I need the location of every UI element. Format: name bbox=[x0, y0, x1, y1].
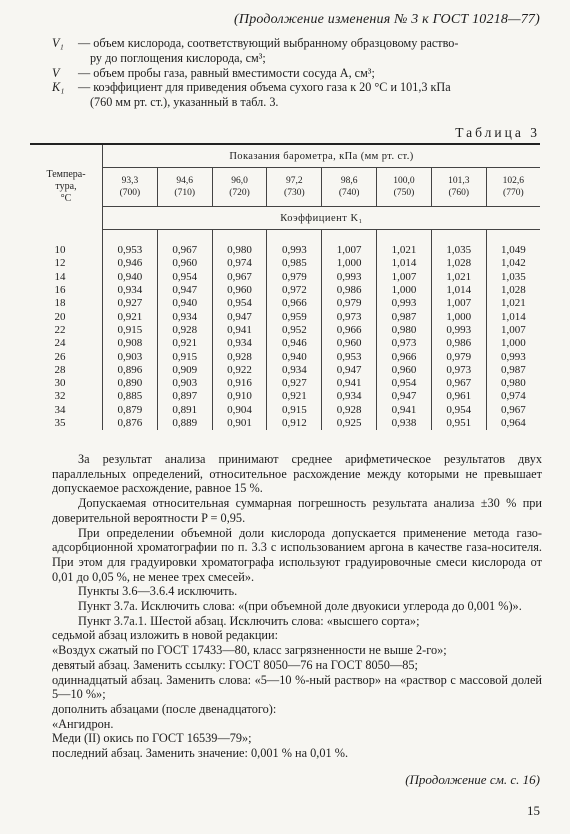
coefficient-cell: 0,940 bbox=[267, 350, 322, 363]
coefficient-cell: 0,986 bbox=[431, 337, 486, 350]
paragraph: «Ангидрон. bbox=[52, 716, 114, 731]
coefficient-cell: 0,916 bbox=[212, 377, 267, 390]
coefficient-cell: 0,912 bbox=[267, 417, 322, 430]
temperature-cell: 16 bbox=[30, 284, 103, 297]
coefficient-cell: 1,028 bbox=[431, 257, 486, 270]
paragraph: одиннадцатый абзац. Заменить слова: «5—10 %-ный раствор» на «раствор с массовой долей 5—10 %»; bbox=[52, 672, 542, 702]
definition-symbol: V bbox=[52, 65, 60, 80]
coefficient-cell: 0,940 bbox=[157, 297, 212, 310]
temperature-cell: 35 bbox=[30, 417, 103, 430]
coefficient-cell: 0,966 bbox=[267, 297, 322, 310]
coefficient-cell: 0,961 bbox=[431, 390, 486, 403]
paragraph: Меди (II) окись по ГОСТ 16539—79»; bbox=[52, 731, 252, 746]
pressure-kpa: 96,0 bbox=[231, 176, 248, 186]
body-text bbox=[52, 452, 542, 761]
table-row bbox=[30, 257, 540, 270]
temperature-cell: 34 bbox=[30, 404, 103, 417]
pressure-mmhg: (740) bbox=[338, 188, 360, 198]
coefficient-header: Коэффициент K₁ bbox=[103, 207, 541, 230]
coefficient-cell: 0,947 bbox=[377, 390, 432, 403]
coefficient-cell: 1,021 bbox=[500, 297, 526, 310]
pressure-mmhg: (700) bbox=[119, 188, 141, 198]
coefficient-cell: 0,941 bbox=[322, 377, 377, 390]
coefficient-cell: 1,014 bbox=[377, 257, 432, 270]
table-row bbox=[30, 404, 540, 417]
temperature-cell: 12 bbox=[30, 257, 103, 270]
definition-item bbox=[52, 80, 540, 95]
coefficient-cell: 1,007 bbox=[500, 323, 526, 336]
coefficient-cell: 0,928 bbox=[322, 404, 377, 417]
coefficient-cell: 0,947 bbox=[212, 310, 267, 323]
table-row bbox=[30, 310, 540, 323]
coefficient-cell: 0,974 bbox=[500, 390, 526, 403]
temperature-cell: 18 bbox=[30, 297, 103, 310]
coefficient-cell: 0,941 bbox=[377, 404, 432, 417]
coefficient-cell: 1,000 bbox=[377, 284, 432, 297]
coefficient-cell: 0,946 bbox=[103, 257, 158, 270]
temperature-header-line: Темпера- bbox=[46, 169, 86, 181]
coefficient-cell: 0,897 bbox=[157, 390, 212, 403]
definitions-block bbox=[52, 36, 540, 110]
definition-continuation: (760 мм рт. ст.), указанный в табл. 3. bbox=[90, 95, 279, 110]
coefficient-cell: 1,035 bbox=[431, 244, 486, 257]
coefficient-cell: 0,960 bbox=[377, 364, 432, 377]
coefficient-cell: 0,941 bbox=[212, 324, 267, 337]
coefficient-cell: 0,974 bbox=[212, 257, 267, 270]
coefficient-cell: 0,910 bbox=[212, 390, 267, 403]
temperature-header-line: тура, bbox=[55, 181, 77, 193]
pressure-mmhg: (710) bbox=[174, 188, 195, 198]
coefficient-cell: 0,946 bbox=[267, 337, 322, 350]
coefficient-cell: 0,903 bbox=[157, 377, 212, 390]
coefficient-cell: 0,901 bbox=[212, 417, 267, 430]
pressure-column-header bbox=[267, 168, 322, 207]
pressure-column-header bbox=[377, 168, 432, 207]
coefficient-cell: 0,921 bbox=[103, 310, 158, 323]
coefficient-cell: 0,979 bbox=[431, 350, 486, 363]
coefficient-cell: 0,922 bbox=[212, 364, 267, 377]
pressure-kpa: 93,3 bbox=[121, 176, 139, 186]
coefficient-cell: 1,042 bbox=[500, 257, 526, 270]
coefficient-cell: 0,889 bbox=[157, 417, 212, 430]
coefficient-cell: 0,987 bbox=[377, 310, 432, 323]
coefficient-cell: 0,927 bbox=[103, 297, 158, 310]
pressure-column-header bbox=[322, 168, 377, 207]
paragraph: За результат анализа принимают среднее арифметическое результатов двух параллельных определений, относительное расхождение между которыми не превышает допускаемое расхождение, равное 15 %. bbox=[52, 452, 542, 496]
definition-symbol: K₁ bbox=[52, 80, 65, 95]
paragraph: седьмой абзац изложить в новой редакции: bbox=[52, 628, 279, 643]
pressure-mmhg: (720) bbox=[229, 188, 250, 198]
coefficient-cell: 1,035 bbox=[500, 270, 526, 283]
coefficient-cell: 0,947 bbox=[157, 284, 212, 297]
table-row bbox=[30, 284, 540, 297]
coefficient-cell: 0,954 bbox=[157, 271, 212, 284]
coefficient-cell: 0,947 bbox=[322, 364, 377, 377]
coefficient-cell: 0,966 bbox=[322, 324, 377, 337]
coefficient-cell: 0,908 bbox=[103, 337, 158, 350]
coefficient-cell: 0,993 bbox=[267, 244, 322, 257]
definition-text: — объем пробы газа, равный вместимости сосуда А, см³; bbox=[78, 65, 375, 80]
coefficient-cell: 0,993 bbox=[431, 324, 486, 337]
pressure-column-header bbox=[157, 168, 212, 207]
coefficient-cell: 0,928 bbox=[157, 324, 212, 337]
temperature-cell: 10 bbox=[30, 244, 103, 257]
coefficient-cell: 1,014 bbox=[431, 284, 486, 297]
pressure-kpa: 98,6 bbox=[340, 176, 358, 186]
coefficient-cell: 1,021 bbox=[377, 244, 432, 257]
coefficient-cell: 0,890 bbox=[103, 377, 158, 390]
pressure-mmhg: (770) bbox=[503, 188, 524, 198]
coefficient-cell: 0,915 bbox=[157, 350, 212, 363]
pressure-column-header bbox=[486, 168, 540, 207]
coefficient-cell: 0,993 bbox=[322, 271, 377, 284]
pressure-mmhg: (730) bbox=[284, 188, 305, 198]
coefficient-cell: 0,903 bbox=[103, 350, 158, 363]
coefficient-cell: 0,993 bbox=[500, 350, 526, 363]
paragraph: Допускаемая относительная суммарная погрешность результата анализа ±30 % при доверительной вероятности P = 0,95. bbox=[52, 496, 542, 525]
pressure-header: Показания барометра, кПа (мм рт. ст.) bbox=[103, 145, 541, 168]
pressure-kpa: 100,0 bbox=[393, 176, 415, 186]
coefficient-cell: 1,007 bbox=[322, 244, 377, 257]
page-header: (Продолжение изменения № 3 к ГОСТ 10218—77) bbox=[234, 12, 540, 27]
coefficient-cell: 0,934 bbox=[322, 390, 377, 403]
coefficient-cell: 0,951 bbox=[431, 417, 486, 430]
coefficient-cell: 0,967 bbox=[157, 244, 212, 257]
coefficient-cell: 0,928 bbox=[212, 350, 267, 363]
definition-item bbox=[52, 66, 540, 81]
coefficient-cell: 0,934 bbox=[267, 364, 322, 377]
coefficient-cell: 1,014 bbox=[500, 310, 526, 323]
table-row bbox=[30, 377, 540, 390]
coefficient-cell: 0,979 bbox=[322, 297, 377, 310]
coefficient-cell: 1,000 bbox=[500, 337, 526, 350]
coefficient-cell: 1,021 bbox=[431, 271, 486, 284]
paragraph: дополнить абзацами (после двенадцатого): bbox=[52, 701, 277, 716]
table-row bbox=[30, 390, 540, 403]
pressure-kpa: 101,3 bbox=[448, 176, 470, 186]
coefficient-cell: 0,985 bbox=[267, 257, 322, 270]
temperature-cell: 14 bbox=[30, 271, 103, 284]
coefficient-cell: 1,049 bbox=[500, 244, 526, 257]
definition-text: — объем кислорода, соответствующий выбранному образцовому раство- bbox=[78, 36, 459, 50]
coefficient-cell: 0,979 bbox=[267, 271, 322, 284]
paragraph: Пункт 3.7а. Исключить слова: «(при объемной доле двуокиси углерода до 0,001 %)». bbox=[78, 599, 522, 614]
coefficient-cell: 0,925 bbox=[322, 417, 377, 430]
coefficient-cell: 0,953 bbox=[322, 350, 377, 363]
coefficient-cell: 0,915 bbox=[103, 324, 158, 337]
coefficient-cell: 0,980 bbox=[500, 377, 526, 390]
coefficient-cell: 0,927 bbox=[267, 377, 322, 390]
page-number: 15 bbox=[527, 803, 540, 818]
definition-symbol: V₁ bbox=[52, 36, 64, 50]
paragraph: «Воздух сжатый по ГОСТ 17433—80, класс загрязненности не выше 2-го»; bbox=[52, 643, 447, 658]
coefficient-cell: 0,915 bbox=[267, 404, 322, 417]
coefficient-cell: 0,980 bbox=[212, 244, 267, 257]
table-row bbox=[30, 324, 540, 337]
coefficient-cell: 0,885 bbox=[103, 390, 158, 403]
coefficient-cell: 0,972 bbox=[267, 284, 322, 297]
coefficient-cell: 0,973 bbox=[377, 337, 432, 350]
coefficient-cell: 0,876 bbox=[103, 417, 158, 430]
temperature-header-line: °С bbox=[60, 193, 72, 205]
coefficient-cell: 0,987 bbox=[500, 363, 526, 376]
coefficient-cell: 0,964 bbox=[500, 417, 526, 429]
coefficient-cell: 0,909 bbox=[157, 364, 212, 377]
coefficient-cell: 0,967 bbox=[500, 403, 526, 416]
table-row bbox=[30, 297, 540, 310]
pressure-kpa: 102,6 bbox=[502, 176, 525, 186]
temperature-cell: 30 bbox=[30, 377, 103, 390]
definition-text: — коэффициент для приведения объема сухого газа к 20 °С и 101,3 кПа bbox=[78, 80, 451, 95]
coefficient-cell: 0,954 bbox=[212, 297, 267, 310]
coefficient-cell: 0,980 bbox=[377, 324, 432, 337]
pressure-column-header bbox=[103, 168, 158, 207]
coefficient-cell: 1,007 bbox=[377, 271, 432, 284]
coefficient-cell: 0,973 bbox=[322, 310, 377, 323]
coefficient-cell: 0,938 bbox=[377, 417, 432, 430]
coefficient-cell: 0,891 bbox=[157, 404, 212, 417]
coefficient-cell: 0,896 bbox=[103, 364, 158, 377]
table-row bbox=[30, 244, 540, 257]
pressure-column-header bbox=[212, 168, 267, 207]
paragraph: Пункт 3.7а.1. Шестой абзац. Исключить слова: «высшего сорта»; bbox=[78, 613, 420, 628]
coefficient-cell: 1,007 bbox=[431, 297, 486, 310]
coefficient-cell: 0,960 bbox=[157, 257, 212, 270]
coefficient-cell: 0,959 bbox=[267, 310, 322, 323]
table-row bbox=[30, 271, 540, 284]
coefficient-cell: 0,960 bbox=[212, 284, 267, 297]
pressure-mmhg: (750) bbox=[393, 188, 415, 198]
paragraph: девятый абзац. Заменить ссылку: ГОСТ 8050—76 на ГОСТ 8050—85; bbox=[52, 657, 418, 672]
definition-continuation: ру до поглощения кислорода, см³; bbox=[90, 50, 266, 65]
temperature-cell: 26 bbox=[30, 350, 103, 363]
table-row bbox=[30, 350, 540, 363]
coefficient-cell: 0,934 bbox=[212, 337, 267, 350]
temperature-cell: 28 bbox=[30, 364, 103, 377]
table-row bbox=[30, 364, 540, 377]
temperature-cell: 20 bbox=[30, 310, 103, 323]
coefficient-cell: 0,954 bbox=[431, 404, 486, 417]
coefficient-cell: 0,993 bbox=[377, 297, 432, 310]
coefficient-cell: 1,028 bbox=[500, 284, 526, 297]
coefficient-table bbox=[30, 143, 540, 430]
coefficient-cell: 0,934 bbox=[103, 284, 158, 297]
coefficient-cell: 0,967 bbox=[431, 377, 486, 390]
coefficient-cell: 0,940 bbox=[103, 271, 158, 284]
paragraph: Пункты 3.6—3.6.4 исключить. bbox=[78, 584, 238, 599]
coefficient-cell: 0,934 bbox=[157, 310, 212, 323]
coefficient-cell: 0,960 bbox=[322, 337, 377, 350]
paragraph: При определении объемной доли кислорода допускается применение метода газо-адсорбционной хроматографии по п. 3.3 с использованием аргона в качестве газа-носителя. При этом для градуировки хроматографа используют градуировочные смеси кислорода от 0,01 до 0,05 %, не менее трех смесей». bbox=[52, 525, 542, 584]
coefficient-cell: 0,966 bbox=[377, 350, 432, 363]
coefficient-cell: 0,967 bbox=[212, 271, 267, 284]
table-row bbox=[30, 417, 540, 430]
coefficient-cell: 0,921 bbox=[267, 390, 322, 403]
pressure-column-header bbox=[431, 168, 486, 207]
coefficient-cell: 0,904 bbox=[212, 404, 267, 417]
temperature-cell: 22 bbox=[30, 324, 103, 337]
table-row bbox=[30, 337, 540, 350]
pressure-kpa: 97,2 bbox=[286, 176, 303, 186]
pressure-kpa: 94,6 bbox=[176, 176, 194, 186]
coefficient-cell: 0,973 bbox=[431, 364, 486, 377]
temperature-cell: 24 bbox=[30, 337, 103, 350]
pressure-mmhg: (760) bbox=[448, 188, 470, 198]
definition-item bbox=[52, 36, 540, 51]
coefficient-cell: 0,954 bbox=[377, 377, 432, 390]
coefficient-cell: 0,879 bbox=[103, 404, 158, 417]
temperature-header bbox=[30, 145, 103, 230]
temperature-cell: 32 bbox=[30, 390, 103, 403]
coefficient-cell: 0,953 bbox=[103, 244, 158, 257]
coefficient-cell: 0,921 bbox=[157, 337, 212, 350]
paragraph: последний абзац. Заменить значение: 0,001 % на 0,01 %. bbox=[52, 746, 349, 761]
coefficient-cell: 0,986 bbox=[322, 284, 377, 297]
coefficient-cell: 1,000 bbox=[322, 257, 377, 270]
table-label: Таблица 3 bbox=[455, 125, 540, 140]
coefficient-cell: 0,952 bbox=[267, 324, 322, 337]
continuation-note: (Продолжение см. с. 16) bbox=[405, 772, 540, 787]
coefficient-cell: 1,000 bbox=[431, 310, 486, 323]
